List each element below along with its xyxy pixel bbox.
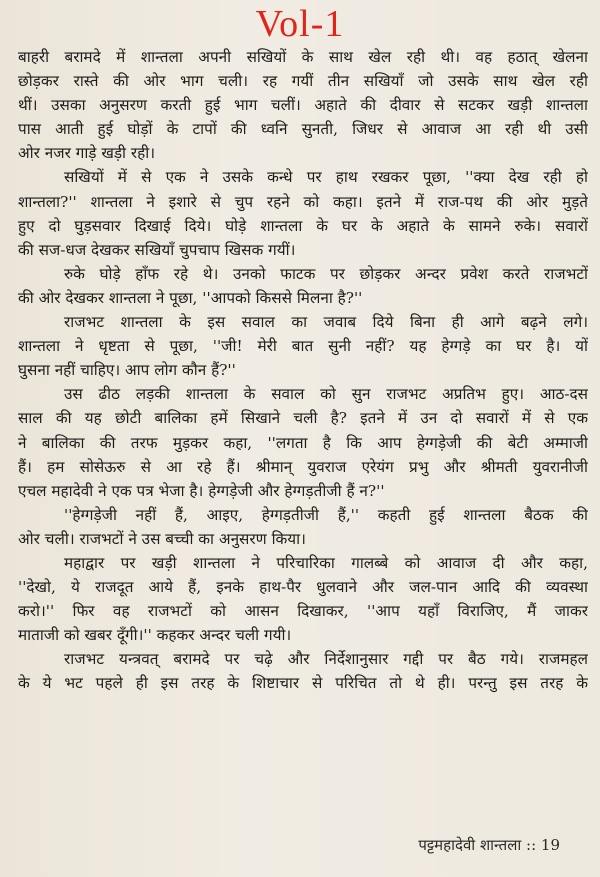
volume-label: Vol-1 bbox=[255, 3, 345, 45]
text-line: हुए दो घुड़सवार दिखाई दिये। घोड़े शान्तला के घर के अहाते के सामने रुके। सवारों bbox=[18, 216, 588, 235]
text-line: सखियों में से एक ने उसके कन्धे पर हाथ रखकर पूछा, ''क्या देख रही हो bbox=[64, 168, 588, 187]
paragraph-6 bbox=[18, 503, 588, 551]
text-line: महाद्वार पर खड़ी शान्तला ने परिचारिका गालब्बे को आवाज दी और कहा, bbox=[64, 553, 588, 572]
text-line: रुके घोड़े हाँफ रहे थे। उनको फाटक पर छोड़कर अन्दर प्रवेश करते राजभटों bbox=[64, 264, 588, 283]
paragraph-3 bbox=[18, 262, 588, 310]
text-line: राजभट शान्तला के इस सवाल का जवाब दिये बिना ही आगे बढ़ने लगे। bbox=[64, 313, 588, 332]
page-footer: पट्टमहादेवी शान्तला :: 19 bbox=[418, 836, 560, 854]
text-line: माताजी को खबर दूँगी।'' कहकर अन्दर चली गयी। bbox=[18, 626, 292, 645]
text-line: बाहरी बरामदे में शान्तला अपनी सखियों के साथ खेल रही थी। वह हठात् खेलना bbox=[18, 48, 588, 66]
text-line: पास आती हुई घोड़ों के टापों की ध्वनि सुनती, जिधर से आवाज आ रही थी उसी bbox=[18, 120, 588, 139]
text-line: ''हेग्गड़ेजी नहीं हैं, आइए, हेग्गड़तीजी हैं,'' कहती हुई शान्तला बैठक की bbox=[64, 505, 588, 524]
text-line: उस ढीठ लड़की शान्तला के सवाल को सुन राजभट अप्रतिभ हुए। आठ-दस bbox=[64, 385, 588, 404]
paragraph-1 bbox=[18, 45, 588, 165]
body-text bbox=[18, 45, 588, 696]
text-line: थीं। उसका अनुसरण करती हुई भाग चलीं। अहाते की दीवार से सटकर खड़ी शान्तला bbox=[18, 96, 588, 115]
text-line: करो।'' फिर वह राजभटों को आसन दिखाकर, ''आप यहाँ विराजिए, मैं जाकर bbox=[18, 602, 588, 621]
text-line: ने बालिका की तरफ मुड़कर कहा, ''लगता है कि आप हेग्गड़ेजी की बेटी अम्माजी bbox=[18, 433, 588, 452]
text-line: छोड़कर रास्ते की ओर भाग चली। रह गयीं तीन सखियाँ जो उसके साथ खेल रही bbox=[18, 72, 588, 91]
text-line: ''देखो, ये राजदूत आये हैं, इनके हाथ-पैर धुलवाने और जल-पान आदि की व्यवस्था bbox=[18, 578, 588, 597]
paragraph-7 bbox=[18, 551, 588, 647]
text-line: एचल महादेवी ने एक पत्र भेजा है। हेग्गड़ेजी और हेग्गड़तीजी हैं न?'' bbox=[18, 481, 385, 500]
text-line: राजभट यन्त्रवत् बरामदे पर चढ़े और निर्देशानुसार गद्दी पर बैठ गये। राजमहल bbox=[64, 650, 588, 669]
paragraph-2 bbox=[18, 165, 588, 261]
text-line: शान्तला ने धृष्टता से पूछा, ''जी! मेरी बात सुनी नहीं? यह हेग्गड़े का घर है। यों bbox=[18, 337, 588, 356]
paragraph-8 bbox=[18, 647, 588, 695]
text-line: साल की यह छोटी बालिका हमें सिखाने चली है? इतने में उन दो सवारों में से एक bbox=[18, 409, 588, 428]
text-line: की सज-धज देखकर सखियाँ चुपचाप खिसक गयीं। bbox=[18, 240, 296, 259]
paragraph-5 bbox=[18, 382, 588, 502]
text-line: ओर चली। राजभटों ने उस बच्ची का अनुसरण किया। bbox=[18, 529, 306, 548]
paragraph-4 bbox=[18, 310, 588, 382]
text-line: शान्तला?'' शान्तला ने इशारे से चुप रहने को कहा। इतने में राज-पथ की ओर मुड़ते bbox=[18, 192, 588, 211]
text-line: घुसना नहीं चाहिए। आप लोग कौन हैं?'' bbox=[18, 361, 236, 380]
text-line: की ओर देखकर शान्तला ने पूछा, ''आपको किससे मिलना है?'' bbox=[18, 288, 363, 307]
text-line: हैं। हम सोसेऊरु से आ रहे हैं। श्रीमान् युवराज एरेयंग प्रभु और श्रीमती युवरानीजी bbox=[18, 457, 588, 476]
text-line: के ये भट पहले ही इस तरह के शिष्टाचार से परिचित तो थे ही। परन्तु इस तरह के bbox=[18, 674, 588, 693]
text-line: ओर नजर गाड़े खड़ी रही। bbox=[18, 144, 156, 163]
